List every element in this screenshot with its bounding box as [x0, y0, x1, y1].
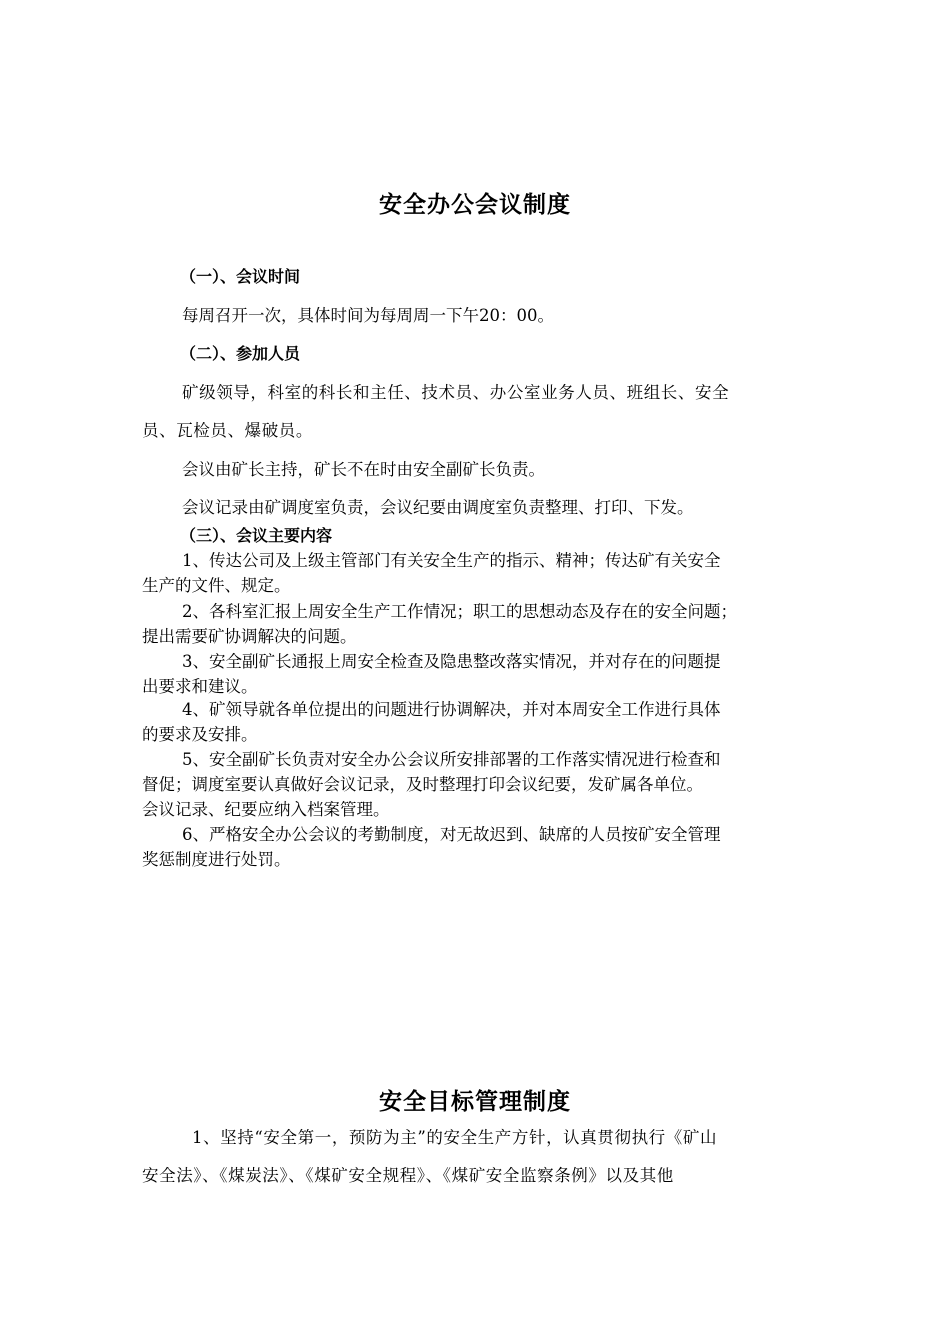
item3-line2: 出要求和建议。 [142, 677, 258, 696]
item5-line3: 会议记录、纪要应纳入档案管理。 [142, 800, 390, 819]
doc2-p1-line1: 1、坚持“安全第一，预防为主”的安全生产方针，认真贯彻执行《矿山 [192, 1128, 718, 1147]
item5-line1: 5、安全副矿长负责对安全办公会议所安排部署的工作落实情况进行检查和 [182, 750, 721, 769]
item4-line2: 的要求及安排。 [142, 725, 258, 744]
doc2-title: 安全目标管理制度 [379, 1089, 571, 1115]
item2-line2: 提出需要矿协调解决的问题。 [142, 627, 357, 646]
section2-p2: 会议由矿长主持，矿长不在时由安全副矿长负责。 [182, 460, 545, 479]
item5-line2: 督促；调度室要认真做好会议记录，及时整理打印会议纪要，发矿属各单位。 [142, 775, 703, 794]
section1-heading: （一）、会议时间 [180, 267, 301, 286]
item1-line1: 1、传达公司及上级主管部门有关安全生产的指示、精神；传达矿有关安全 [182, 551, 721, 570]
item4-line1: 4、矿领导就各单位提出的问题进行协调解决，并对本周安全工作进行具体 [182, 700, 721, 719]
section2-p1-line1: 矿级领导，科室的科长和主任、技术员、办公室业务人员、班组长、安全 [182, 383, 730, 402]
item1-line2: 生产的文件、规定。 [142, 576, 291, 595]
section2-p1-line2: 员、瓦检员、爆破员。 [142, 421, 313, 440]
item6-line1: 6、严格安全办公会议的考勤制度，对无故迟到、缺席的人员按矿安全管理 [182, 825, 721, 844]
doc1-title: 安全办公会议制度 [379, 192, 571, 218]
section2-heading: （二）、参加人员 [180, 344, 301, 363]
item2-line1: 2、各科室汇报上周安全生产工作情况；职工的思想动态及存在的安全问题； [182, 602, 737, 621]
section2-p3: 会议记录由矿调度室负责，会议纪要由调度室负责整理、打印、下发。 [182, 498, 694, 517]
item3-line1: 3、安全副矿长通报上周安全检查及隐患整改落实情况，并对存在的问题提 [182, 652, 721, 671]
doc2-p1-line2: 安全法》、《煤炭法》、《煤矿安全规程》、《煤矿安全监察条例》以及其他 [142, 1166, 674, 1185]
section3-heading: （三）、会议主要内容 [180, 526, 333, 545]
section1-text: 每周召开一次，具体时间为每周周一下午20：00。 [182, 306, 554, 325]
item6-line2: 奖惩制度进行处罚。 [142, 850, 291, 869]
